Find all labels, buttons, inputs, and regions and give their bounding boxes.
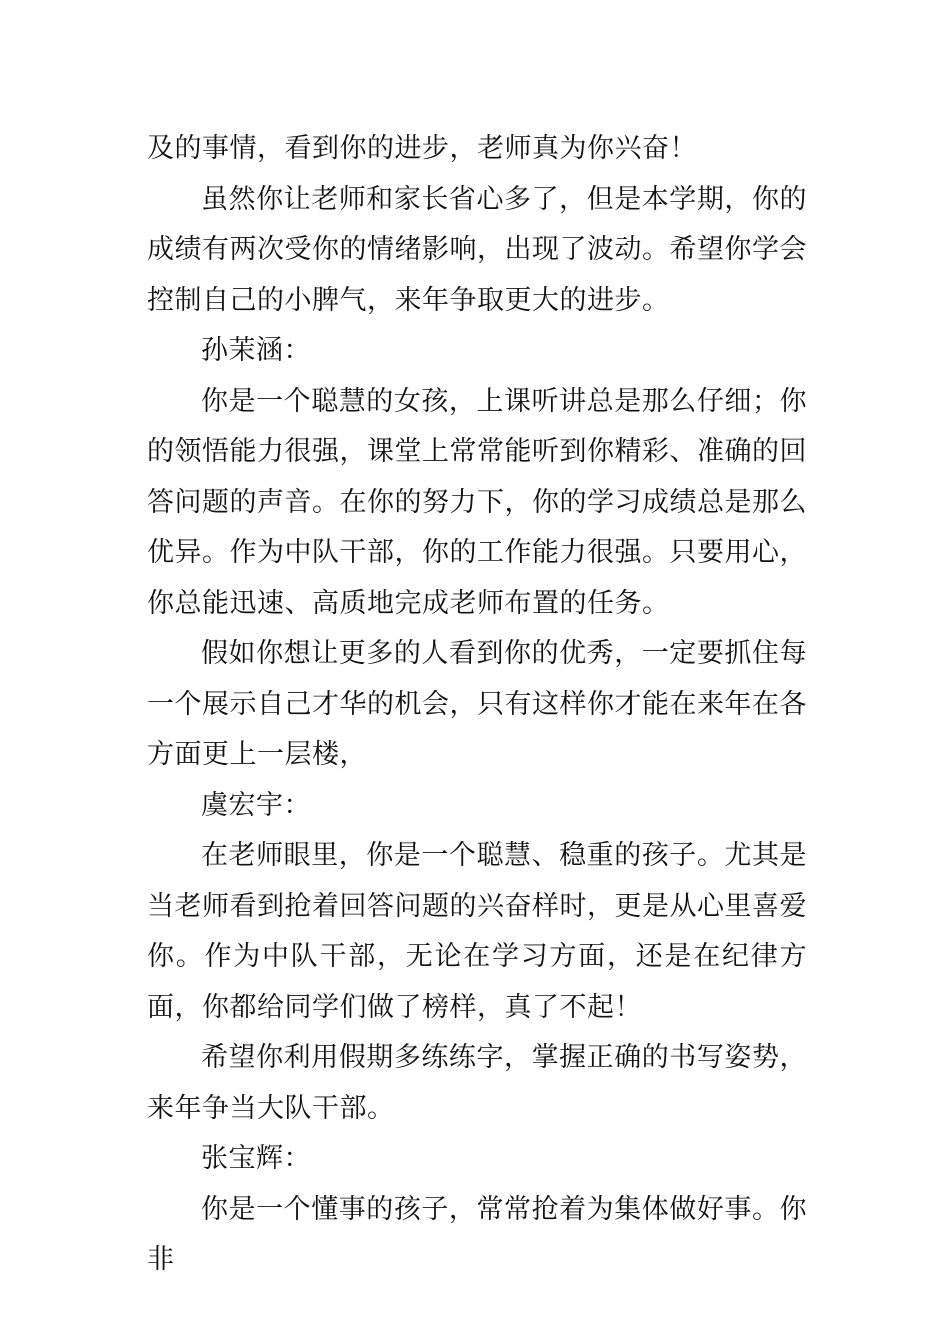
student-name-heading: 张宝辉： bbox=[201, 1143, 311, 1174]
paragraph-comment: 你是一个聪慧的女孩，上课听讲总是那么仔细；你的领悟能力很强，课堂上常常能听到你精彩、准确的回答问题的声音。在你的努力下，你的学习成绩总是那么优异。作为中队干部，你的工作能力很强。只要用心，你总能迅速、高质地完成老师布置的任务。 bbox=[147, 385, 807, 619]
document-body bbox=[147, 124, 807, 1286]
paragraph-comment: 假如你想让更多的人看到你的优秀，一定要抓住每一个展示自己才华的机会，只有这样你才能在来年在各方面更上一层楼， bbox=[147, 638, 807, 770]
paragraph-comment: 在老师眼里，你是一个聪慧、稳重的孩子。尤其是当老师看到抢着回答问题的兴奋样时，更是从心里喜爱你。作为中队干部，无论在学习方面，还是在纪律方面，你都给同学们做了榜样，真了不起！ bbox=[147, 840, 807, 1023]
student-name-heading: 虞宏宇： bbox=[201, 789, 311, 821]
paragraph-comment: 你是一个懂事的孩子，常常抢着为集体做好事。你非 bbox=[147, 1193, 807, 1275]
student-name-heading: 孙茉涵： bbox=[201, 335, 311, 366]
paragraph-comment: 希望你利用假期多练练字，掌握正确的书写姿势，来年争当大队干部。 bbox=[147, 1042, 807, 1124]
paragraph-continuation: 及的事情，看到你的进步，老师真为你兴奋！ bbox=[147, 133, 697, 164]
paragraph-comment: 虽然你让老师和家长省心多了，但是本学期，你的成绩有两次受你的情绪影响，出现了波动。希望你学会控制自己的小脾气，来年争取更大的进步。 bbox=[147, 183, 807, 316]
